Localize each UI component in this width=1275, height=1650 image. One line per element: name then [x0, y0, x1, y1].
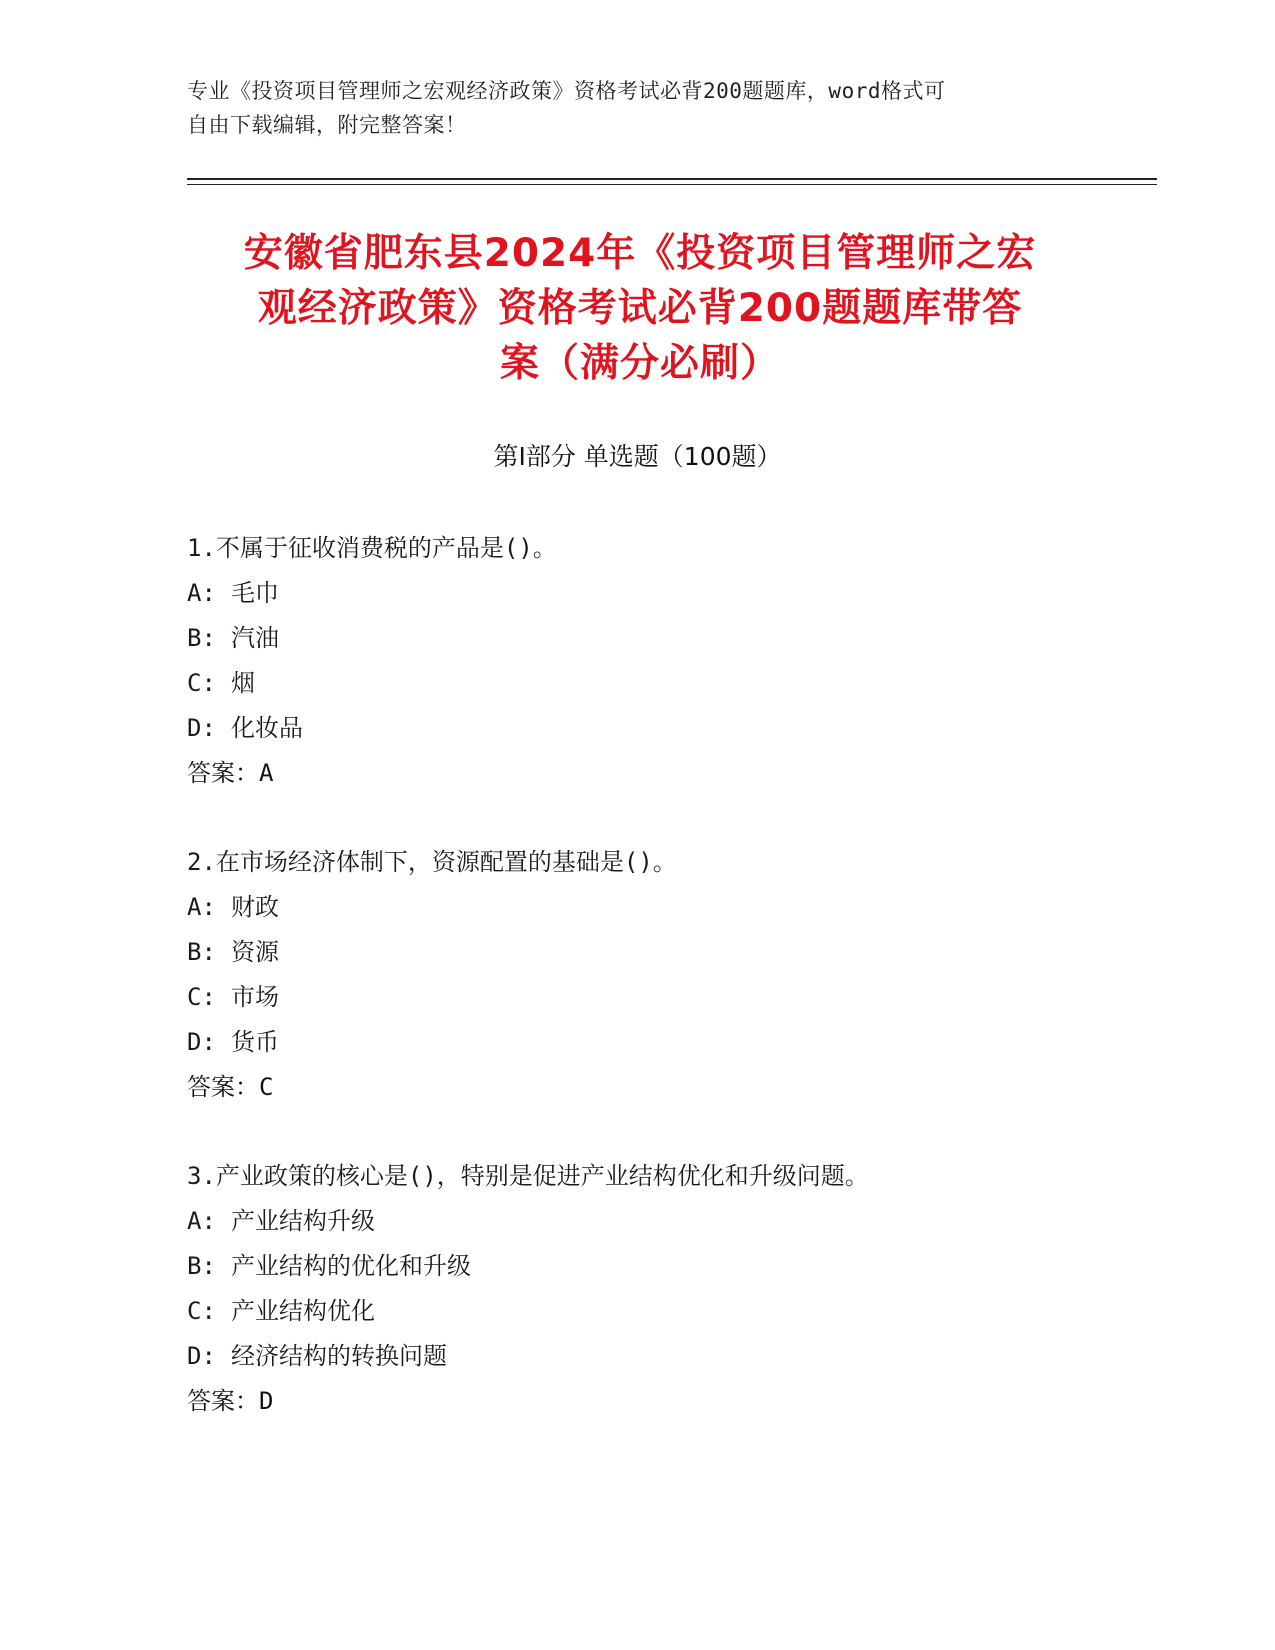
- option-d: [187, 1020, 1167, 1065]
- option-c: [187, 661, 1167, 706]
- question-stem: 1.不属于征收消费税的产品是()。: [187, 534, 557, 562]
- document-title-line-2: 观经济政策》资格考试必背200题题库带答: [257, 286, 1023, 331]
- answer-label: 答案：: [187, 759, 259, 787]
- option-key: D:: [187, 1028, 216, 1056]
- option-text: 化妆品: [231, 714, 303, 742]
- option-b: [187, 616, 1167, 661]
- header-note: [187, 74, 1087, 142]
- question-item: [187, 1154, 1167, 1424]
- option-d: [187, 1334, 1167, 1379]
- answer-label: 答案：: [187, 1387, 259, 1415]
- option-key: D:: [187, 1342, 216, 1370]
- option-a: [187, 571, 1167, 616]
- option-text: 汽油: [231, 624, 279, 652]
- option-key: C:: [187, 983, 216, 1011]
- document-title: [180, 226, 1100, 391]
- option-b: [187, 930, 1167, 975]
- option-text: 产业结构升级: [231, 1207, 375, 1235]
- answer-line: [187, 1379, 1167, 1424]
- option-text: 产业结构的优化和升级: [231, 1252, 471, 1280]
- answer-value: A: [259, 759, 274, 787]
- document-title-line-3: 案（满分必刷）: [499, 341, 780, 386]
- question-item: [187, 840, 1167, 1110]
- answer-value: C: [259, 1073, 274, 1101]
- option-text: 财政: [231, 893, 279, 921]
- header-divider-thick: [187, 178, 1157, 180]
- option-key: C:: [187, 669, 216, 697]
- option-key: D:: [187, 714, 216, 742]
- answer-line: [187, 751, 1167, 796]
- option-key: A:: [187, 893, 216, 921]
- option-text: 产业结构优化: [231, 1297, 375, 1325]
- option-text: 烟: [231, 669, 255, 697]
- option-key: B:: [187, 624, 216, 652]
- question-item: [187, 526, 1167, 796]
- answer-label: 答案：: [187, 1073, 259, 1101]
- option-c: [187, 975, 1167, 1020]
- option-key: C:: [187, 1297, 216, 1325]
- option-key: B:: [187, 938, 216, 966]
- option-key: A:: [187, 1207, 216, 1235]
- option-c: [187, 1289, 1167, 1334]
- header-note-line-1: 专业《投资项目管理师之宏观经济政策》资格考试必背200题题库，word格式可: [187, 79, 946, 103]
- option-text: 市场: [231, 983, 279, 1011]
- option-text: 毛巾: [231, 579, 279, 607]
- document-title-line-1: 安徽省肥东县2024年《投资项目管理师之宏: [243, 231, 1037, 276]
- option-d: [187, 706, 1167, 751]
- option-a: [187, 885, 1167, 930]
- question-list: [187, 526, 1167, 1468]
- answer-value: D: [259, 1387, 274, 1415]
- section-title: 第Ⅰ部分 单选题（100题）: [493, 442, 782, 471]
- option-text: 资源: [231, 938, 279, 966]
- option-text: 货币: [231, 1028, 279, 1056]
- option-key: A:: [187, 579, 216, 607]
- answer-line: [187, 1065, 1167, 1110]
- option-text: 经济结构的转换问题: [231, 1342, 447, 1370]
- header-note-line-2: 自由下载编辑，附完整答案！: [187, 113, 467, 137]
- option-b: [187, 1244, 1167, 1289]
- option-key: B:: [187, 1252, 216, 1280]
- question-stem: 2.在市场经济体制下，资源配置的基础是()。: [187, 848, 677, 876]
- header-divider-thin: [187, 184, 1157, 185]
- question-stem: 3.产业政策的核心是()，特别是促进产业结构优化和升级问题。: [187, 1162, 869, 1190]
- option-a: [187, 1199, 1167, 1244]
